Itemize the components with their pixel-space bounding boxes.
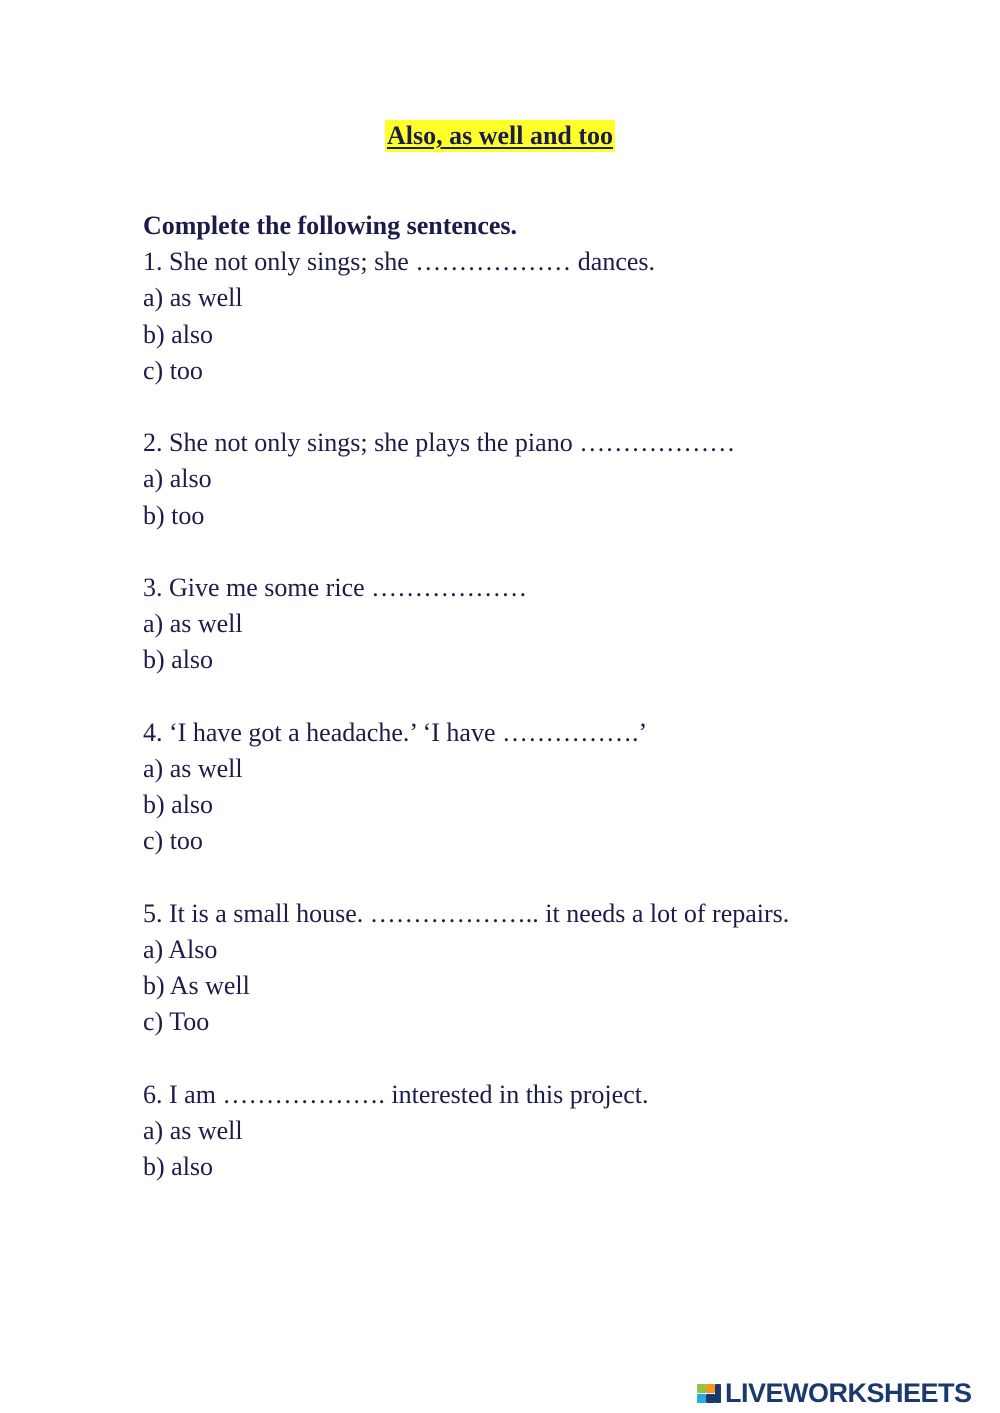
question-block <box>143 896 943 1041</box>
question-prompt: 5. It is a small house. ……………….. it needs a lot of repairs. <box>143 898 790 928</box>
question-block <box>143 425 943 534</box>
question-block <box>143 715 943 860</box>
answer-option[interactable]: b) also <box>143 319 214 349</box>
instruction: Complete the following sentences. <box>143 211 518 240</box>
spacer <box>143 389 943 425</box>
answer-option[interactable]: b) As well <box>143 970 250 1000</box>
answer-option[interactable]: a) as well <box>143 753 243 783</box>
spacer <box>143 534 943 570</box>
question-prompt: 1. She not only sings; she ……………… dances. <box>143 247 656 277</box>
answer-option[interactable]: c) too <box>143 826 203 856</box>
question-prompt: 3. Give me some rice ……………… <box>143 572 528 602</box>
spacer <box>143 678 943 714</box>
answer-option[interactable]: a) as well <box>143 1115 243 1145</box>
title-container <box>0 120 1000 152</box>
answer-option[interactable]: a) also <box>143 464 212 494</box>
answer-option[interactable]: c) too <box>143 355 203 385</box>
answer-option[interactable]: a) as well <box>143 283 243 313</box>
logo-text: LIVEWORKSHEETS <box>725 1378 972 1408</box>
spacer <box>143 1040 943 1076</box>
worksheet-content <box>143 208 943 1185</box>
liveworksheets-logo-icon <box>697 1380 723 1406</box>
question-prompt: 6. I am ………………. interested in this project. <box>143 1079 649 1109</box>
answer-option[interactable]: a) as well <box>143 609 243 639</box>
answer-option[interactable]: b) also <box>143 790 214 819</box>
answer-option[interactable]: a) Also <box>143 934 218 964</box>
question-block <box>143 244 943 389</box>
answer-option[interactable]: c) Too <box>143 1007 210 1037</box>
spacer <box>143 859 943 895</box>
answer-option[interactable]: b) too <box>143 500 205 530</box>
question-block <box>143 1077 943 1186</box>
question-prompt: 4. ‘I have got a headache.’ ‘I have …………….’ <box>143 717 648 747</box>
answer-option[interactable]: b) also <box>143 1151 214 1181</box>
question-block <box>143 570 943 679</box>
liveworksheets-logo[interactable] <box>697 1378 972 1408</box>
worksheet-title: Also, as well and too <box>386 121 614 150</box>
question-prompt: 2. She not only sings; she plays the piano ……………… <box>143 428 736 458</box>
answer-option[interactable]: b) also <box>143 645 214 675</box>
